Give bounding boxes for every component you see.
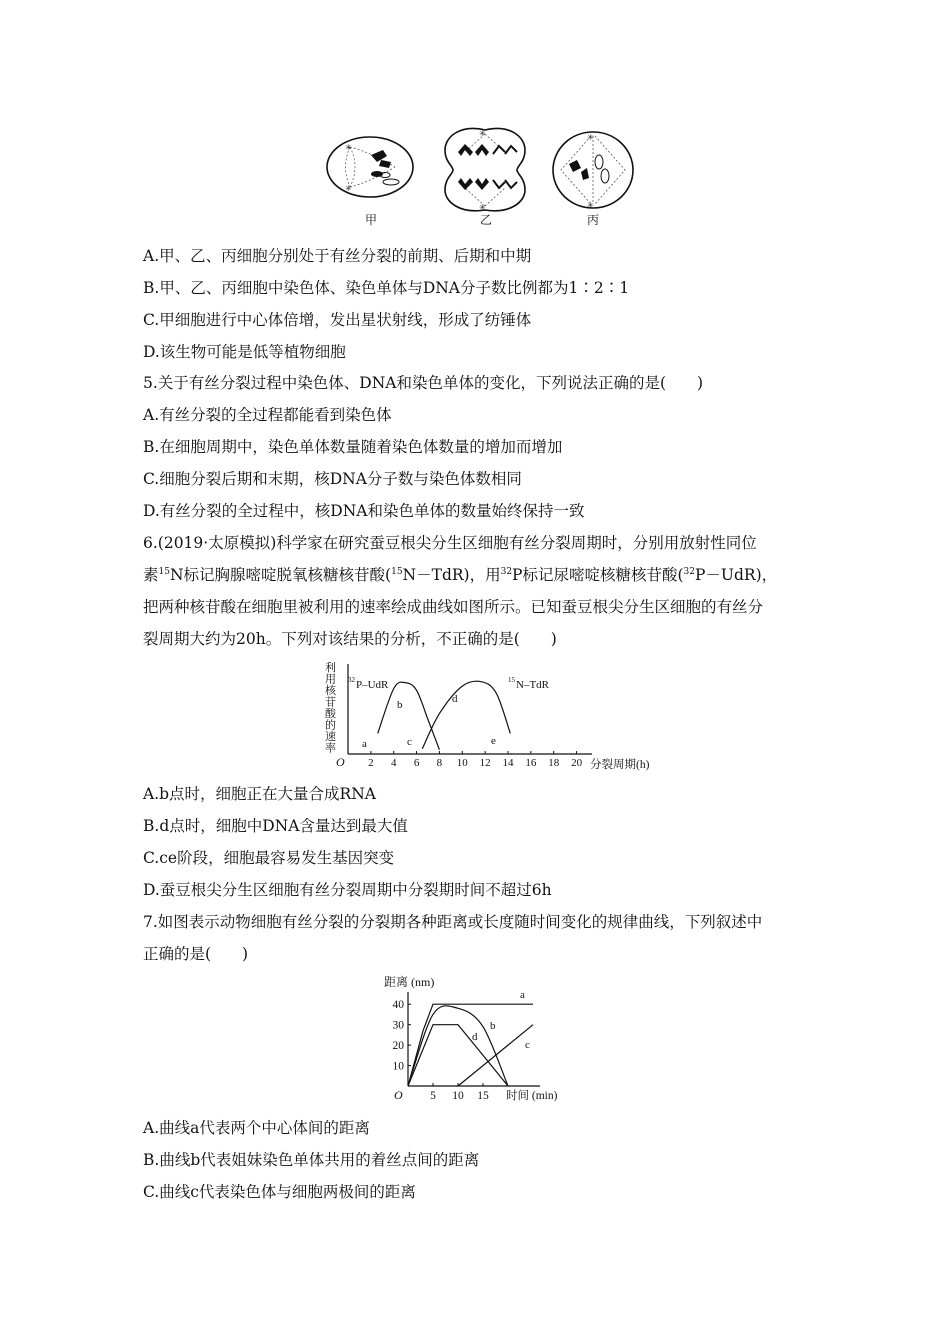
chart1-point-a: a — [362, 738, 367, 750]
q4-option-a: A.甲、乙、丙细胞分别处于有丝分裂的前期、后期和中期 — [143, 247, 532, 265]
q6-stem-line2: 素$^{15}$N标记胸腺嘧啶脱氧核糖核苷酸($^{15}$N－TdR)，用$^{32}$P标记尿嘧啶核糖核苷酸($^{32}$P－UdR)， — [143, 566, 778, 584]
svg-text:32: 32 — [348, 676, 355, 684]
chart1-series-label-p — [348, 676, 389, 691]
chart2-series-line-d — [408, 1025, 508, 1086]
svg-text:15: 15 — [508, 676, 515, 684]
q5-option-d: D.有丝分裂的全过程中，核DNA和染色单体的数量始终保持一致 — [143, 502, 585, 520]
cell-yi — [445, 128, 525, 212]
chart2-origin: O — [394, 1088, 403, 1102]
chart1-xtick-label: 18 — [548, 757, 560, 769]
chart1-xtick-label: 12 — [479, 757, 491, 769]
q6-stem-line1: 6.(2019·太原模拟)科学家在研究蚕豆根尖分生区细胞有丝分裂周期时，分别用放射性同位 — [143, 534, 757, 552]
chart1-xtick-label: 8 — [436, 757, 443, 769]
chart2-ytick-label: 40 — [392, 999, 404, 1012]
chart1-xtick-label: 2 — [368, 757, 374, 769]
q7-option-b: B.曲线b代表姐妹染色单体共用的着丝点间的距离 — [143, 1151, 480, 1169]
q6-option-d: D.蚕豆根尖分生区细胞有丝分裂周期中分裂期时间不超过6h — [143, 881, 552, 899]
q4-option-b: B.甲、乙、丙细胞中染色体、染色单体与DNA分子数比例都为1∶2∶1 — [143, 279, 630, 297]
chart1-xtick-label: 14 — [502, 757, 514, 769]
svg-text:✳: ✳ — [479, 129, 486, 138]
chart2-label-d: d — [472, 1031, 478, 1043]
cells-figure — [325, 122, 635, 237]
svg-text:✳: ✳ — [479, 203, 486, 212]
chart2-xtick-label: 5 — [430, 1090, 436, 1102]
q6-stem-line4: 裂周期大约为20h。下列对该结果的分析，不正确的是( ) — [143, 630, 557, 648]
chart1-ylabel-char: 利 — [325, 662, 336, 674]
chart-nucleotide-rate — [310, 658, 650, 776]
chart1-ylabel-char: 率 — [325, 742, 336, 755]
q7-option-a: A.曲线a代表两个中心体间的距离 — [143, 1119, 370, 1137]
chart2-series-line-a — [408, 1004, 533, 1086]
cell-bing — [553, 132, 633, 210]
chart1-origin: O — [336, 755, 345, 769]
chart1-xtick-label: 16 — [525, 757, 537, 769]
chart1-ylabel-char: 用 — [325, 673, 336, 686]
chart2-xtick-label: 10 — [452, 1090, 464, 1102]
q6-option-a: A.b点时，细胞正在大量合成RNA — [143, 785, 376, 803]
chart1-ylabel-char: 核 — [325, 685, 336, 697]
svg-text:✳: ✳ — [345, 143, 352, 152]
chart2-xlabel: 时间 (min) — [506, 1090, 558, 1102]
chart1-point-b: b — [397, 699, 403, 711]
q5-stem: 5.关于有丝分裂过程中染色体、DNA和染色单体的变化，下列说法正确的是( ) — [143, 374, 704, 392]
q7-stem-line1: 7.如图表示动物细胞有丝分裂的分裂期各种距离或长度随时间变化的规律曲线，下列叙述中 — [143, 913, 763, 931]
chart2-label-a: a — [520, 989, 525, 1001]
cell-label-yi: 乙 — [480, 213, 493, 227]
chart1-xtick-label: 4 — [390, 757, 397, 769]
q4-option-d: D.该生物可能是低等植物细胞 — [143, 343, 346, 361]
svg-text:✳: ✳ — [587, 133, 594, 142]
chart2-label-b: b — [490, 1020, 496, 1032]
q6-stem-line3: 把两种核苷酸在细胞里被利用的速率绘成曲线如图所示。已知蚕豆根尖分生区细胞的有丝分 — [143, 598, 764, 616]
q5-option-b: B.在细胞周期中，染色单体数量随着染色体数量的增加而增加 — [143, 438, 563, 456]
q5-option-c: C.细胞分裂后期和末期，核DNA分子数与染色体数相同 — [143, 470, 522, 488]
chart2-label-c: c — [525, 1039, 530, 1051]
svg-text:✳: ✳ — [587, 201, 594, 210]
chart1-point-c: c — [407, 736, 412, 748]
chart1-xtick-label: 20 — [571, 757, 583, 769]
chart2-series-line-b — [408, 1006, 508, 1086]
chart-mitosis-distance — [370, 970, 580, 1106]
q6-option-c: C.ce阶段，细胞最容易发生基因突变 — [143, 849, 395, 867]
chart1-xlabel: 分裂周期(h) — [590, 759, 650, 771]
chart1-xtick-label: 6 — [413, 757, 420, 769]
svg-text:P–UdR: P–UdR — [356, 679, 389, 691]
svg-text:✳: ✳ — [345, 184, 352, 193]
chart1-ylabel-char: 苷 — [325, 696, 336, 709]
svg-text:N–TdR: N–TdR — [516, 679, 549, 691]
q7-option-c: C.曲线c代表染色体与细胞两极间的距离 — [143, 1183, 416, 1201]
chart2-ytick-label: 30 — [392, 1019, 404, 1032]
chart1-ylabel-char: 速 — [325, 731, 336, 743]
chart2-ylabel: 距离 (nm) — [384, 975, 435, 989]
q6-option-b: B.d点时，细胞中DNA含量达到最大值 — [143, 817, 408, 835]
chart2-ytick-label: 10 — [392, 1060, 404, 1073]
chart2-ytick-label: 20 — [392, 1040, 404, 1053]
chart2-series-line-c — [458, 1025, 533, 1086]
chart1-xtick-label: 10 — [456, 757, 468, 769]
chart1-point-d: d — [452, 693, 458, 705]
chart1-series-label-n — [508, 676, 550, 691]
chart1-point-e: e — [491, 735, 496, 747]
cell-jia — [327, 137, 413, 197]
cell-label-bing: 丙 — [587, 213, 600, 227]
chart1-ylabel-char: 的 — [325, 719, 336, 732]
q4-option-c: C.甲细胞进行中心体倍增，发出星状射线，形成了纺锤体 — [143, 311, 532, 329]
q7-stem-line2: 正确的是( ) — [143, 945, 249, 963]
chart2-xtick-label: 15 — [477, 1090, 489, 1102]
chart1-ylabel — [325, 660, 337, 755]
q5-option-a: A.有丝分裂的全过程都能看到染色体 — [143, 406, 392, 424]
cell-label-jia: 甲 — [365, 213, 378, 227]
chart1-ylabel-char: 酸 — [325, 708, 336, 720]
